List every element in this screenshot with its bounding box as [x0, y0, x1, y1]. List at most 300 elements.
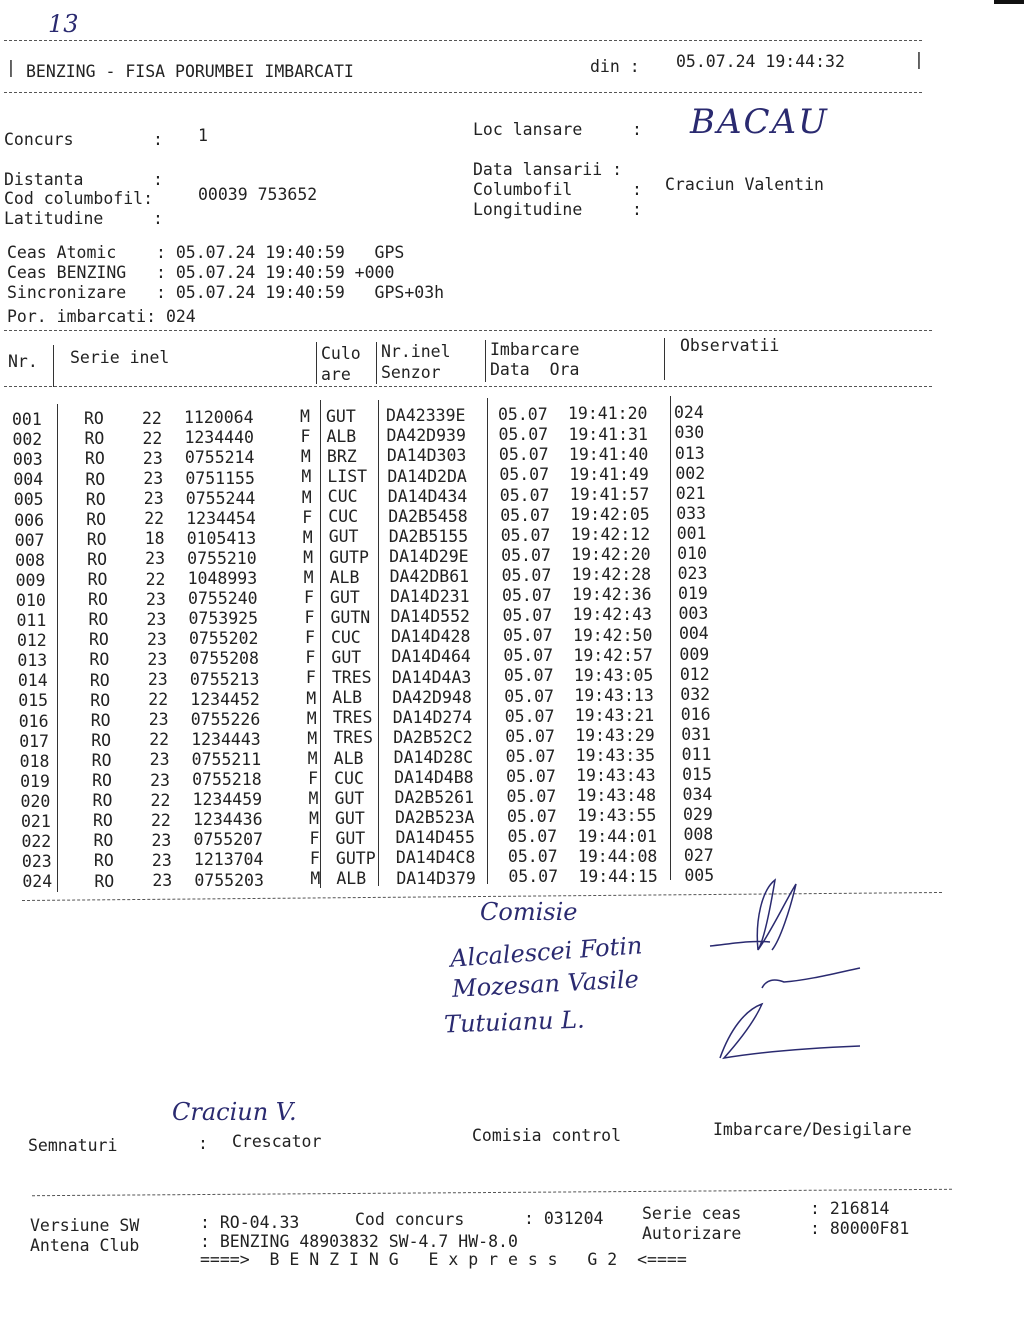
row-inel: 0755208	[189, 649, 259, 669]
row-nr: 018	[19, 751, 50, 771]
data-lansarii-label: Data lansarii :	[473, 160, 623, 179]
row-nr: 012	[16, 631, 47, 651]
row-inel: 1234443	[191, 729, 261, 749]
row-culoare: CUC	[328, 507, 359, 527]
row-tara: RO	[93, 811, 113, 831]
autorizare-label: Autorizare	[642, 1224, 742, 1243]
row-sex: M	[300, 447, 311, 467]
row-data: 05.07	[506, 787, 557, 807]
row-senzor: DA14D29E	[389, 546, 469, 566]
row-an: 22	[142, 428, 163, 448]
header-top-rule	[4, 40, 922, 41]
row-tara: RO	[92, 771, 112, 791]
row-inel: 1120064	[184, 408, 254, 428]
row-tara: RO	[89, 670, 110, 690]
serie-ceas-label: Serie ceas	[642, 1204, 742, 1223]
body-divider-ora	[670, 396, 671, 880]
din-value: 05.07.24 19:44:32	[676, 52, 845, 71]
row-culoare: GUT	[335, 808, 365, 828]
row-nr: 016	[18, 711, 49, 731]
row-senzor: DA14D274	[392, 707, 473, 727]
row-an: 23	[146, 609, 167, 629]
row-data: 05.07	[503, 646, 554, 666]
cod-columbofil-label: Cod columbofil:	[4, 189, 154, 208]
row-an: 22	[150, 790, 171, 810]
row-nr: 003	[12, 450, 43, 470]
distanta-label: Distanta :	[4, 170, 163, 189]
row-sex: M	[302, 527, 313, 547]
row-data: 05.07	[508, 867, 559, 887]
row-an: 23	[152, 871, 173, 890]
row-an: 22	[149, 730, 170, 750]
row-sex: M	[307, 728, 318, 748]
row-ora: 19:44:08	[577, 846, 658, 866]
row-senzor: DA2B5261	[394, 788, 475, 808]
row-sex: F	[300, 427, 311, 447]
col-nrinel-header-1: Nr.inel	[381, 342, 451, 361]
row-sex: M	[306, 688, 317, 708]
row-ora: 19:43:29	[575, 726, 655, 746]
row-inel: 0755207	[193, 830, 263, 850]
row-data: 05.07	[498, 445, 549, 465]
semnaturi-label: Semnaturi	[28, 1136, 118, 1155]
row-ora: 19:44:01	[577, 826, 657, 846]
row-nr: 014	[17, 671, 48, 691]
row-data: 05.07	[507, 847, 558, 867]
row-nr: 022	[21, 832, 52, 852]
comisia-control-label: Comisia control	[472, 1126, 622, 1145]
row-an: 23	[142, 448, 163, 468]
row-ora: 19:43:13	[574, 685, 654, 705]
row-an: 23	[151, 830, 172, 850]
row-culoare: TRES	[331, 668, 372, 688]
row-culoare: GUT	[330, 587, 360, 607]
row-data: 05.07	[500, 505, 550, 525]
concurs-value: 1	[198, 126, 208, 145]
table-header-top-rule	[4, 330, 932, 331]
row-ora: 19:41:49	[569, 464, 649, 484]
signature-scribbles	[700, 870, 880, 1070]
row-culoare: LIST	[327, 467, 368, 487]
porumbei-imbarcati: Por. imbarcati: 024	[7, 307, 196, 326]
header-left-bar: |	[6, 58, 16, 77]
versiune-sw-value: : RO-04.33	[200, 1213, 300, 1232]
antena-club-label: Antena Club	[30, 1236, 140, 1255]
row-tara: RO	[89, 650, 110, 670]
row-an: 23	[147, 670, 168, 689]
row-observatii: 005	[684, 865, 715, 885]
row-sex: M	[309, 809, 319, 829]
row-culoare: GUT	[331, 648, 362, 668]
row-tara: RO	[88, 590, 108, 610]
row-nr: 002	[12, 430, 43, 450]
row-culoare: GUTP	[329, 547, 369, 567]
col-culoare-header-2: are	[321, 365, 351, 384]
row-data: 05.07	[507, 827, 558, 847]
semnaturi-colon: :	[198, 1134, 208, 1153]
col-serie-header: Serie inel	[70, 348, 170, 367]
row-sex: F	[309, 849, 320, 869]
row-nr: 023	[21, 852, 52, 872]
row-sex: F	[304, 588, 314, 608]
row-tara: RO	[86, 509, 107, 529]
sincronizare: Sincronizare : 05.07.24 19:40:59 GPS+03h	[7, 283, 445, 302]
row-ora: 19:41:20	[568, 404, 648, 424]
row-observatii: 033	[676, 503, 707, 523]
col-divider	[664, 338, 665, 380]
row-sex: M	[303, 567, 314, 587]
row-tara: RO	[85, 489, 106, 509]
row-sex: F	[304, 608, 315, 628]
row-nr: 006	[14, 510, 45, 530]
row-observatii: 021	[675, 483, 706, 503]
row-sex: F	[302, 507, 313, 527]
cod-concurs-value: : 031204	[524, 1209, 604, 1228]
row-observatii: 013	[674, 443, 705, 463]
row-inel: 1234459	[192, 790, 263, 810]
col-divider	[376, 342, 377, 384]
row-senzor: DA2B523A	[395, 808, 475, 828]
col-divider	[485, 340, 486, 382]
row-culoare: CUC	[330, 627, 361, 647]
row-ora: 19:43:43	[576, 766, 656, 786]
row-tara: RO	[90, 690, 111, 710]
row-observatii: 015	[682, 765, 712, 785]
row-observatii: 029	[683, 805, 713, 825]
row-culoare: CUC	[334, 768, 364, 788]
row-culoare: BRZ	[326, 447, 357, 467]
row-senzor: DA14D28C	[393, 747, 474, 767]
row-inel: 1234440	[184, 428, 254, 448]
row-sex: M	[310, 869, 321, 889]
col-imbarcare-header-2: Data Ora	[490, 360, 580, 379]
row-observatii: 027	[683, 845, 714, 865]
row-culoare: GUT	[335, 828, 366, 848]
row-tara: RO	[88, 610, 109, 630]
row-nr: 024	[22, 872, 53, 892]
din-label: din :	[590, 57, 640, 76]
row-an: 22	[142, 408, 162, 428]
row-nr: 009	[15, 570, 46, 590]
row-sex: M	[306, 708, 317, 728]
row-an: 23	[149, 750, 170, 770]
row-data: 05.07	[498, 405, 548, 425]
row-sex: M	[301, 467, 312, 487]
row-an: 23	[146, 629, 167, 649]
row-senzor: DA2B52C2	[393, 727, 473, 747]
row-culoare: ALB	[326, 426, 357, 446]
row-senzor: DA2B5458	[388, 506, 468, 526]
row-culoare: TRES	[333, 728, 373, 748]
row-ora: 19:44:15	[578, 866, 658, 886]
row-inel: 1234452	[190, 689, 260, 709]
row-ora: 19:42:36	[572, 585, 652, 605]
row-tara: RO	[93, 831, 114, 851]
row-observatii: 003	[678, 604, 709, 624]
row-nr: 011	[16, 611, 47, 630]
row-ora: 19:43:05	[573, 665, 654, 685]
row-ora: 19:42:43	[572, 605, 652, 625]
col-nr-header: Nr.	[8, 352, 38, 371]
loc-lansare-label: Loc lansare :	[473, 120, 642, 139]
row-data: 05.07	[499, 485, 550, 505]
cod-concurs-label: Cod concurs	[355, 1210, 465, 1229]
row-tara: RO	[91, 750, 112, 770]
latitudine-label: Latitudine :	[4, 209, 163, 228]
row-observatii: 034	[682, 785, 713, 805]
row-data: 05.07	[505, 726, 555, 746]
row-sex: F	[305, 648, 316, 668]
row-an: 23	[150, 770, 170, 790]
row-tara: RO	[90, 710, 111, 730]
row-nr: 017	[19, 731, 49, 751]
row-inel: 0755226	[190, 709, 261, 729]
row-ora: 19:43:35	[575, 746, 656, 766]
row-inel: 0755211	[191, 749, 262, 769]
concurs-label: Concurs :	[4, 130, 163, 149]
col-divider	[316, 342, 317, 384]
row-inel: 0755213	[189, 669, 260, 689]
row-an: 22	[145, 569, 166, 589]
row-an: 23	[145, 549, 166, 569]
handwritten-name-1: Alcalescei Fotin	[449, 931, 644, 973]
row-data: 05.07	[501, 545, 551, 565]
row-senzor: DA42D948	[392, 687, 472, 707]
col-culoare-header-1: Culo	[321, 344, 361, 363]
col-observatii-header: Observatii	[680, 336, 780, 355]
col-divider	[53, 345, 54, 387]
versiune-sw-label: Versiune SW	[30, 1216, 140, 1235]
row-inel: 1048993	[187, 569, 258, 589]
row-an: 22	[148, 690, 169, 710]
row-senzor: DA14D428	[390, 627, 471, 647]
body-divider-culoare	[378, 400, 379, 886]
row-observatii: 010	[677, 544, 707, 564]
ceas-atomic: Ceas Atomic : 05.07.24 19:40:59 GPS	[7, 243, 405, 262]
row-tara: RO	[92, 791, 113, 811]
row-nr: 015	[18, 691, 49, 711]
row-data: 05.07	[505, 746, 556, 766]
row-tara: RO	[86, 529, 107, 549]
row-culoare: GUT	[328, 527, 359, 547]
row-nr: 013	[17, 651, 48, 671]
antena-club-value: : BENZING 48903832 SW-4.7 HW-8.0	[200, 1232, 518, 1251]
row-nr: 019	[20, 771, 50, 791]
row-data: 05.07	[498, 425, 549, 445]
cod-columbofil-value: 00039 753652	[198, 185, 318, 204]
serie-ceas-value: : 216814	[810, 1199, 890, 1218]
row-sex: F	[309, 829, 320, 849]
row-data: 05.07	[504, 686, 554, 706]
row-tara: RO	[84, 449, 105, 469]
footer-top-rule	[32, 1189, 952, 1196]
row-nr: 007	[14, 530, 45, 550]
row-observatii: 001	[676, 523, 707, 543]
handwritten-name-3: Tutuianu L.	[443, 1005, 586, 1039]
row-observatii: 016	[680, 704, 711, 724]
row-inel: 0751155	[185, 468, 255, 488]
row-senzor: DA2B5155	[388, 526, 469, 546]
row-senzor: DA14D4A3	[391, 667, 472, 687]
header-bottom-rule	[4, 92, 922, 93]
row-data: 05.07	[502, 626, 553, 646]
row-ora: 19:43:48	[576, 786, 657, 806]
crescator-signature: Craciun V.	[172, 1098, 297, 1126]
form-title: BENZING - FISA PORUMBEI IMBARCATI	[26, 62, 354, 81]
row-sex: M	[307, 748, 318, 768]
row-data: 05.07	[506, 766, 556, 786]
row-ora: 19:42:57	[573, 645, 653, 665]
row-sex: F	[308, 768, 319, 788]
row-culoare: CUC	[327, 487, 358, 507]
row-observatii: 019	[678, 584, 708, 604]
row-inel: 0755214	[184, 448, 255, 468]
row-senzor: DA14D434	[387, 486, 468, 506]
col-nrinel-header-2: Senzor	[381, 363, 441, 382]
row-sex: M	[303, 547, 314, 567]
longitudine-label: Longitudine :	[473, 200, 642, 219]
row-observatii: 031	[681, 724, 711, 744]
row-tara: RO	[84, 429, 105, 449]
row-senzor: DA14D464	[391, 647, 471, 667]
header-right-bar: |	[914, 50, 924, 69]
row-data: 05.07	[499, 465, 550, 485]
row-nr: 021	[21, 812, 51, 831]
row-tara: RO	[91, 730, 112, 750]
crescator-label: Crescator	[232, 1132, 322, 1151]
row-observatii: 011	[681, 745, 712, 765]
benzing-express-banner: ====> B E N Z I N G E x p r e s s G 2 <====	[200, 1250, 687, 1269]
columbofil-label: Columbofil :	[473, 180, 642, 199]
row-inel: 0755240	[188, 589, 258, 609]
row-data: 05.07	[507, 807, 557, 827]
row-tara: RO	[87, 549, 108, 569]
row-inel: 1213704	[193, 850, 264, 870]
row-sex: F	[305, 668, 316, 688]
row-data: 05.07	[500, 525, 551, 545]
row-an: 23	[151, 850, 172, 870]
row-senzor: DA42339E	[386, 406, 466, 426]
row-ora: 19:43:55	[577, 806, 657, 826]
row-an: 23	[143, 489, 164, 509]
row-ora: 19:41:31	[568, 424, 648, 444]
row-ora: 19:42:28	[571, 565, 652, 585]
handwritten-comisie: Comisie	[480, 898, 578, 926]
row-tara: RO	[87, 570, 108, 590]
col-imbarcare-header-1: Imbarcare	[490, 340, 580, 359]
row-an: 22	[144, 509, 165, 529]
row-inel: 0755202	[188, 629, 259, 649]
row-tara: RO	[88, 630, 109, 650]
row-observatii: 024	[674, 403, 704, 423]
row-an: 23	[143, 469, 164, 488]
row-inel: 0105413	[186, 528, 257, 548]
row-nr: 001	[12, 410, 42, 429]
row-an: 18	[144, 529, 165, 549]
imbarcare-desigilare-label: Imbarcare/Desigilare	[713, 1120, 912, 1139]
row-sex: M	[308, 789, 319, 809]
row-nr: 020	[20, 791, 51, 811]
body-divider-nr	[57, 404, 58, 892]
row-senzor: DA14D2DA	[387, 466, 467, 486]
handwritten-name-2: Mozesan Vasile	[451, 965, 640, 1003]
row-culoare: ALB	[329, 567, 360, 587]
row-senzor: DA42DB61	[389, 567, 470, 587]
row-an: 22	[151, 810, 171, 830]
row-senzor: DA14D552	[390, 607, 470, 627]
row-data: 05.07	[502, 586, 552, 606]
row-sex: M	[301, 487, 312, 507]
row-observatii: 023	[677, 564, 708, 584]
row-culoare: GUTP	[335, 849, 376, 869]
row-tara: RO	[84, 409, 104, 429]
row-sex: M	[300, 407, 310, 427]
row-culoare: ALB	[336, 869, 367, 889]
row-sex: F	[304, 628, 315, 648]
row-ora: 19:42:12	[570, 525, 651, 545]
row-ora: 19:43:21	[574, 705, 655, 725]
row-an: 23	[146, 589, 166, 609]
row-inel: 0755210	[187, 548, 257, 568]
row-nr: 004	[13, 470, 44, 490]
row-observatii: 012	[679, 664, 710, 684]
row-tara: RO	[85, 469, 106, 489]
page-number: 13	[48, 10, 79, 38]
autorizare-value: : 80000F81	[810, 1219, 910, 1238]
corner-mark	[994, 0, 1024, 4]
row-ora: 19:42:50	[572, 625, 653, 645]
row-inel: 0755244	[185, 488, 256, 508]
row-nr: 008	[15, 550, 45, 570]
row-senzor: DA14D303	[386, 446, 467, 466]
row-observatii: 009	[679, 644, 710, 664]
row-an: 23	[147, 649, 168, 669]
row-data: 05.07	[502, 606, 553, 626]
row-tara: RO	[94, 871, 115, 891]
row-senzor: DA14D379	[396, 868, 476, 888]
row-data: 05.07	[504, 706, 555, 726]
body-divider-senzor	[487, 398, 488, 884]
row-senzor: DA14D4B8	[394, 768, 474, 788]
row-inel: 0755218	[192, 770, 262, 790]
row-observatii: 004	[678, 624, 709, 644]
row-ora: 19:41:57	[569, 484, 650, 504]
row-senzor: DA14D455	[395, 828, 475, 848]
row-inel: 1234436	[193, 810, 263, 830]
row-culoare: ALB	[332, 688, 363, 708]
row-inel: 1234454	[186, 508, 256, 528]
table-header-bottom-rule	[4, 386, 932, 387]
row-ora: 19:41:40	[568, 444, 649, 464]
row-tara: RO	[93, 851, 114, 871]
row-culoare: GUT	[334, 788, 365, 808]
row-observatii: 008	[683, 825, 714, 845]
row-senzor: DA14D231	[390, 587, 470, 607]
row-culoare: TRES	[332, 708, 373, 728]
row-senzor: DA42D939	[386, 426, 466, 446]
row-observatii: 032	[680, 684, 711, 704]
row-senzor: DA14D4C8	[395, 848, 476, 868]
body-divider-sex	[320, 400, 321, 888]
row-culoare: ALB	[333, 748, 364, 768]
row-observatii: 002	[675, 463, 706, 483]
row-inel: 0755203	[194, 870, 264, 890]
row-culoare: GUT	[326, 406, 356, 426]
row-ora: 19:42:20	[571, 545, 651, 565]
row-culoare: GUTN	[330, 607, 371, 627]
row-an: 23	[148, 710, 169, 730]
row-data: 05.07	[503, 666, 554, 686]
